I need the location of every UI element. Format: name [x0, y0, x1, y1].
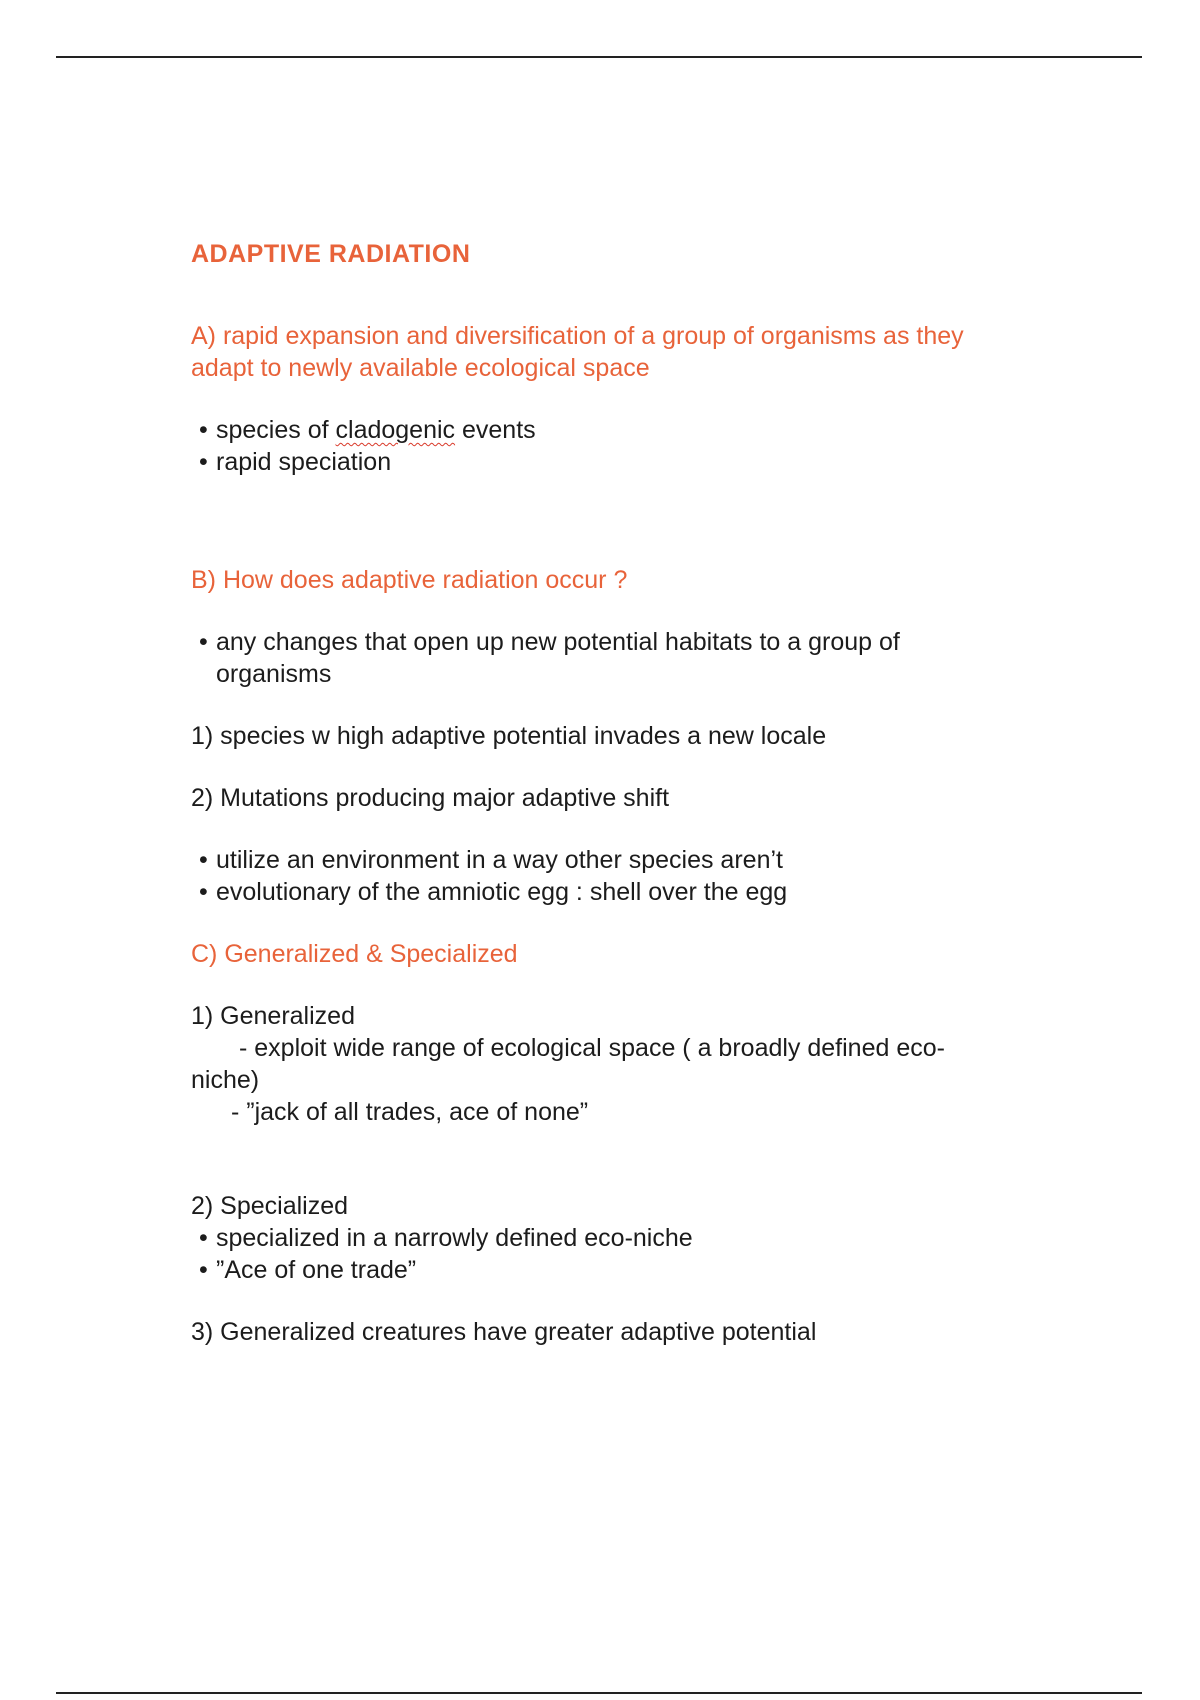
bottom-rule: [56, 1692, 1142, 1694]
sub-item-line: niche): [191, 1066, 260, 1094]
numbered-item: 1) species w high adaptive potential invades a new locale: [191, 722, 827, 750]
section-c-bullets: [191, 1222, 1041, 1286]
list-item: • specialized in a narrowly defined eco-niche: [199, 1222, 1041, 1254]
bullet-line: organisms: [216, 660, 332, 688]
page-title: ADAPTIVE RADIATION: [191, 240, 471, 268]
list-item: • ”Ace of one trade”: [199, 1254, 1041, 1286]
list-item: [199, 626, 1041, 690]
list-item: • utilize an environment in a way other species aren’t: [199, 844, 1041, 876]
spellcheck-underlined-word: cladogenic: [335, 416, 456, 444]
numbered-item: 1) Generalized: [191, 1002, 355, 1030]
section-a-heading-line2: adapt to newly available ecological space: [191, 354, 650, 382]
list-item: [199, 414, 1041, 446]
section-b-heading: B) How does adaptive radiation occur ?: [191, 566, 628, 594]
sub-item-line: - exploit wide range of ecological space ( a broadly defined eco-: [239, 1034, 945, 1062]
section-a-bullets: [191, 414, 1041, 478]
section-b-bullets-2: [191, 844, 1041, 908]
bullet-line: any changes that open up new potential habitats to a group of: [216, 628, 900, 656]
numbered-item: 3) Generalized creatures have greater adaptive potential: [191, 1318, 817, 1346]
section-c: [191, 938, 1041, 1348]
bullet-text-prefix: species of: [216, 416, 336, 444]
numbered-item: 2) Mutations producing major adaptive shift: [191, 784, 670, 812]
section-b-bullets: [191, 626, 1041, 690]
top-rule: [56, 56, 1142, 58]
section-c-heading: C) Generalized & Specialized: [191, 940, 518, 968]
section-a-heading-line1: A) rapid expansion and diversification of a group of organisms as they: [191, 322, 964, 350]
list-item: • evolutionary of the amniotic egg : shell over the egg: [199, 876, 1041, 908]
bullet-text-suffix: events: [455, 416, 536, 444]
document-body: [191, 238, 1041, 1348]
section-b: [191, 564, 1041, 908]
sub-item-line: - ”jack of all trades, ace of none”: [231, 1098, 589, 1126]
section-a: [191, 320, 1041, 478]
list-item: • rapid speciation: [199, 446, 1041, 478]
numbered-item: 2) Specialized: [191, 1192, 349, 1220]
